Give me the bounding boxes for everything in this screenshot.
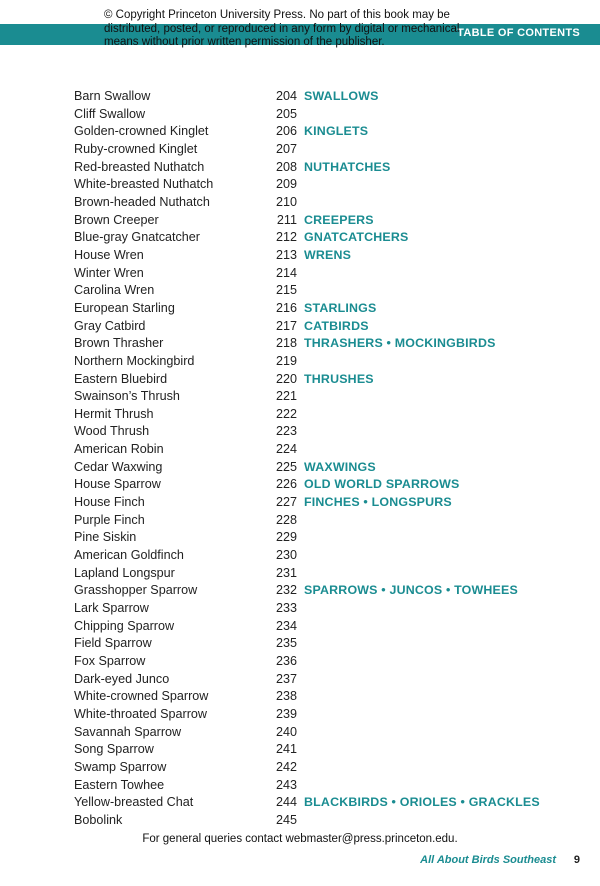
species-name: Wood Thrush	[74, 424, 150, 439]
page-ref: 225	[275, 459, 297, 474]
page-ref: 230	[275, 548, 297, 563]
toc-row	[74, 406, 574, 424]
page-ref: 242	[275, 759, 297, 774]
toc-row	[74, 106, 574, 124]
page-ref: 210	[275, 194, 297, 209]
toc-row	[74, 494, 574, 512]
species-name: Song Sparrow	[74, 742, 154, 757]
species-name: Swainson’s Thrush	[74, 389, 180, 404]
toc-row	[74, 300, 574, 318]
family-heading: NUTHATCHES	[304, 159, 391, 174]
family-heading: SPARROWS • JUNCOS • TOWHEES	[304, 583, 518, 598]
page-ref: 206	[275, 124, 297, 139]
toc-row	[74, 441, 574, 459]
page-ref: 205	[275, 106, 297, 121]
species-name: Barn Swallow	[74, 89, 151, 103]
page-ref: 238	[275, 689, 297, 704]
page-ref: 233	[275, 601, 297, 616]
page-ref: 216	[275, 300, 297, 315]
species-name: Dark-eyed Junco	[74, 671, 170, 686]
toc-row	[74, 706, 574, 724]
toc-row	[74, 741, 574, 759]
species-name: Brown Creeper	[74, 212, 159, 227]
family-heading: FINCHES • LONGSPURS	[304, 495, 452, 510]
toc-row	[74, 194, 574, 212]
page-ref: 234	[275, 618, 297, 633]
page-ref: 204	[275, 89, 297, 103]
toc-row	[74, 388, 574, 406]
family-heading: THRASHERS • MOCKINGBIRDS	[304, 336, 496, 351]
species-name: Pine Siskin	[74, 530, 137, 545]
page-ref: 218	[275, 336, 297, 351]
page-ref: 213	[275, 247, 297, 262]
species-name: Winter Wren	[74, 265, 144, 280]
family-heading: CREEPERS	[304, 212, 374, 227]
toc-row	[74, 759, 574, 777]
family-heading: KINGLETS	[304, 124, 369, 139]
species-name: Eastern Bluebird	[74, 371, 168, 386]
page-ref: 231	[275, 565, 297, 580]
page-ref: 214	[275, 265, 297, 280]
toc-row	[74, 565, 574, 583]
species-name: House Sparrow	[74, 477, 161, 492]
species-name: Swamp Sparrow	[74, 759, 167, 774]
page-ref: 221	[275, 389, 297, 404]
toc-row	[74, 653, 574, 671]
toc-row	[74, 212, 574, 230]
page-ref: 228	[275, 512, 297, 527]
species-name: White-breasted Nuthatch	[74, 177, 214, 192]
toc-row	[74, 547, 574, 565]
toc-row	[74, 777, 574, 795]
page-ref: 223	[275, 424, 297, 439]
toc-row	[74, 353, 574, 371]
page-number: 9	[573, 854, 580, 866]
species-name: Purple Finch	[74, 512, 145, 527]
species-name: Field Sparrow	[74, 636, 152, 651]
toc-row	[74, 600, 574, 618]
page-ref: 220	[275, 371, 297, 386]
page-ref: 219	[275, 353, 297, 368]
species-name: White-throated Sparrow	[74, 706, 207, 721]
species-name: Brown Thrasher	[74, 336, 164, 351]
page-ref: 208	[275, 159, 297, 174]
species-name: European Starling	[74, 300, 175, 315]
page-ref: 212	[275, 230, 297, 245]
page-ref: 229	[275, 530, 297, 545]
toc-row	[74, 459, 574, 477]
species-name: Northern Mockingbird	[74, 353, 195, 368]
footer-book-title: All About Birds Southeast	[420, 854, 556, 866]
page-ref: 239	[275, 706, 297, 721]
toc-row	[74, 141, 574, 159]
family-heading: OLD WORLD SPARROWS	[304, 477, 460, 492]
species-name: Cedar Waxwing	[74, 459, 163, 474]
toc-row	[74, 671, 574, 689]
family-heading: THRUSHES	[304, 371, 374, 386]
family-heading: STARLINGS	[304, 300, 377, 315]
toc-row	[74, 318, 574, 336]
family-heading: SWALLOWS	[304, 89, 379, 103]
species-name: Gray Catbird	[74, 318, 146, 333]
toc-row	[74, 265, 574, 283]
species-name: Golden-crowned Kinglet	[74, 124, 209, 139]
section-title: TABLE OF CONTENTS	[457, 27, 580, 39]
page-ref: 211	[276, 212, 297, 227]
toc-row	[74, 88, 574, 106]
species-name: Fox Sparrow	[74, 654, 146, 668]
species-name: Chipping Sparrow	[74, 618, 175, 633]
species-name: House Wren	[74, 247, 144, 262]
toc-row	[74, 159, 574, 177]
family-heading: BLACKBIRDS • ORIOLES • GRACKLES	[304, 795, 540, 810]
species-name: Blue-gray Gnatcatcher	[74, 230, 200, 245]
page-ref: 222	[275, 406, 297, 421]
page-ref: 226	[275, 477, 297, 492]
family-heading: GNATCATCHERS	[304, 230, 409, 245]
toc-row	[74, 635, 574, 653]
page-ref: 217	[275, 318, 297, 333]
species-name: Hermit Thrush	[74, 406, 154, 421]
species-name: Cliff Swallow	[74, 106, 146, 121]
toc-row	[74, 371, 574, 389]
page-ref: 240	[275, 724, 297, 739]
species-name: Eastern Towhee	[74, 777, 165, 792]
species-name: Grasshopper Sparrow	[74, 583, 198, 598]
toc-row	[74, 688, 574, 706]
species-name: Yellow-breasted Chat	[74, 795, 194, 810]
page-ref: 244	[275, 795, 297, 810]
family-heading: WRENS	[304, 247, 352, 262]
table-of-contents	[74, 88, 574, 830]
page-ref: 243	[275, 777, 297, 792]
page-ref: 241	[275, 742, 297, 757]
toc-row	[74, 476, 574, 494]
species-name: Red-breasted Nuthatch	[74, 159, 205, 174]
page-ref: 232	[275, 583, 297, 598]
toc-row	[74, 335, 574, 353]
page-ref: 236	[275, 654, 297, 668]
toc-row	[74, 618, 574, 636]
species-name: American Robin	[74, 442, 164, 457]
toc-row	[74, 229, 574, 247]
page-ref: 207	[275, 141, 297, 156]
page-ref: 209	[275, 177, 297, 192]
species-name: Carolina Wren	[74, 283, 155, 298]
toc-row	[74, 812, 574, 830]
species-name: American Goldfinch	[74, 548, 184, 563]
species-name: White-crowned Sparrow	[74, 689, 209, 704]
species-name: House Finch	[74, 495, 145, 510]
toc-row	[74, 123, 574, 141]
species-name: Savannah Sparrow	[74, 724, 182, 739]
toc-row	[74, 512, 574, 530]
toc-row	[74, 724, 574, 742]
toc-row	[74, 794, 574, 812]
species-name: Lapland Longspur	[74, 565, 175, 580]
toc-row	[74, 176, 574, 194]
page-ref: 237	[275, 671, 297, 686]
page-ref: 215	[275, 283, 297, 298]
toc-row	[74, 247, 574, 265]
copyright-notice: © Copyright Princeton University Press. No part of this book may be distributed, posted, or reproduced in any form by digital or mechanical means without prior written permission of the publisher.	[104, 9, 460, 48]
toc-row	[74, 282, 574, 300]
species-name: Brown-headed Nuthatch	[74, 194, 210, 209]
page-ref: 227	[275, 495, 297, 510]
toc-row	[74, 582, 574, 600]
species-name: Bobolink	[74, 812, 123, 827]
species-name: Ruby-crowned Kinglet	[74, 141, 198, 156]
family-heading: CATBIRDS	[304, 318, 369, 333]
page-ref: 245	[275, 812, 297, 827]
page-ref: 224	[275, 442, 297, 457]
family-heading: WAXWINGS	[304, 459, 376, 474]
toc-row	[74, 529, 574, 547]
toc-row	[74, 423, 574, 441]
species-name: Lark Sparrow	[74, 601, 149, 616]
contact-line: For general queries contact webmaster@press.princeton.edu.	[142, 833, 458, 845]
page-ref: 235	[275, 636, 297, 651]
